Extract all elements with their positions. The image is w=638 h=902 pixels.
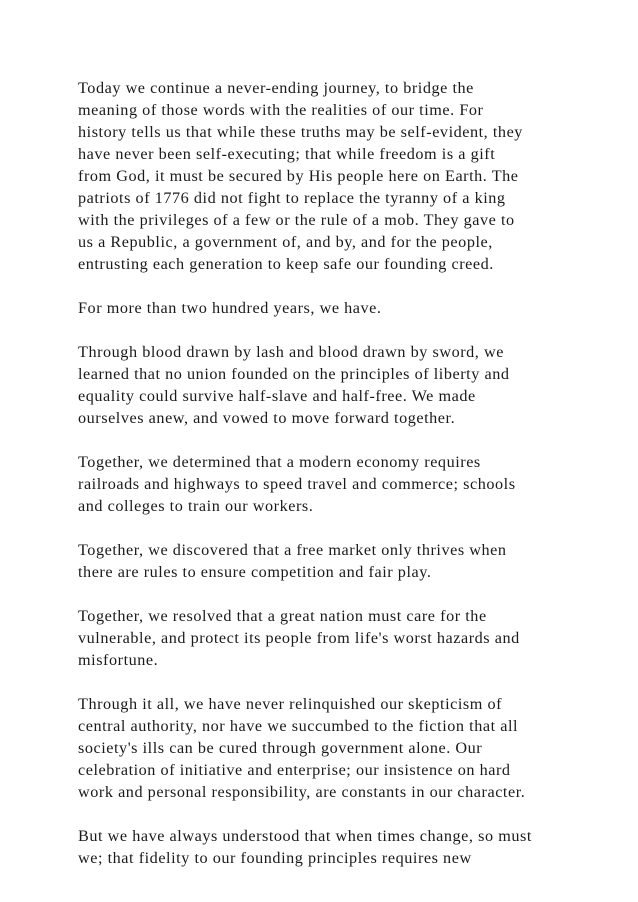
text-line: railroads and highways to speed travel and commerce; schools	[78, 475, 516, 493]
text-line: misfortune.	[78, 651, 159, 669]
text-line: Through blood drawn by lash and blood drawn by sword, we	[78, 343, 504, 361]
text-line: Together, we determined that a modern economy requires	[78, 453, 481, 471]
text-line: and colleges to train our workers.	[78, 497, 314, 515]
text-line: patriots of 1776 did not fight to replace the tyranny of a king	[78, 189, 506, 207]
text-line: have never been self-executing; that while freedom is a gift	[78, 145, 496, 163]
text-line: Together, we resolved that a great nation must care for the	[78, 607, 487, 625]
text-line: with the privileges of a few or the rule of a mob. They gave to	[78, 211, 515, 229]
text-line: equality could survive half-slave and half-free. We made	[78, 387, 476, 405]
text-line: Today we continue a never-ending journey, to bridge the	[78, 79, 474, 97]
paragraph	[78, 297, 618, 319]
text-line: meaning of those words with the realities of our time. For	[78, 101, 484, 119]
text-line: history tells us that while these truths may be self-evident, they	[78, 123, 523, 141]
text-line: entrusting each generation to keep safe our founding creed.	[78, 255, 494, 273]
text-line: But we have always understood that when times change, so must	[78, 827, 532, 845]
paragraph	[78, 605, 618, 671]
text-line: there are rules to ensure competition and fair play.	[78, 563, 432, 581]
text-line: from God, it must be secured by His people here on Earth. The	[78, 167, 519, 185]
paragraph	[78, 539, 618, 583]
text-line: For more than two hundred years, we have.	[78, 299, 382, 317]
text-line: central authority, nor have we succumbed to the fiction that all	[78, 717, 519, 735]
text-line: us a Republic, a government of, and by, and for the people,	[78, 233, 493, 251]
text-line: Through it all, we have never relinquished our skepticism of	[78, 695, 503, 713]
text-line: ourselves anew, and vowed to move forward together.	[78, 409, 456, 427]
paragraph	[78, 825, 618, 869]
paragraph	[78, 451, 618, 517]
paragraph	[78, 341, 618, 429]
text-line: work and personal responsibility, are constants in our character.	[78, 783, 526, 801]
text-line: vulnerable, and protect its people from life's worst hazards and	[78, 629, 520, 647]
document-body	[78, 77, 618, 891]
text-line: learned that no union founded on the principles of liberty and	[78, 365, 510, 383]
paragraph	[78, 77, 618, 275]
paragraph	[78, 693, 618, 803]
text-line: celebration of initiative and enterprise; our insistence on hard	[78, 761, 511, 779]
text-line: Together, we discovered that a free market only thrives when	[78, 541, 507, 559]
text-line: we; that fidelity to our founding principles requires new	[78, 849, 472, 867]
text-line: society's ills can be cured through government alone. Our	[78, 739, 483, 757]
